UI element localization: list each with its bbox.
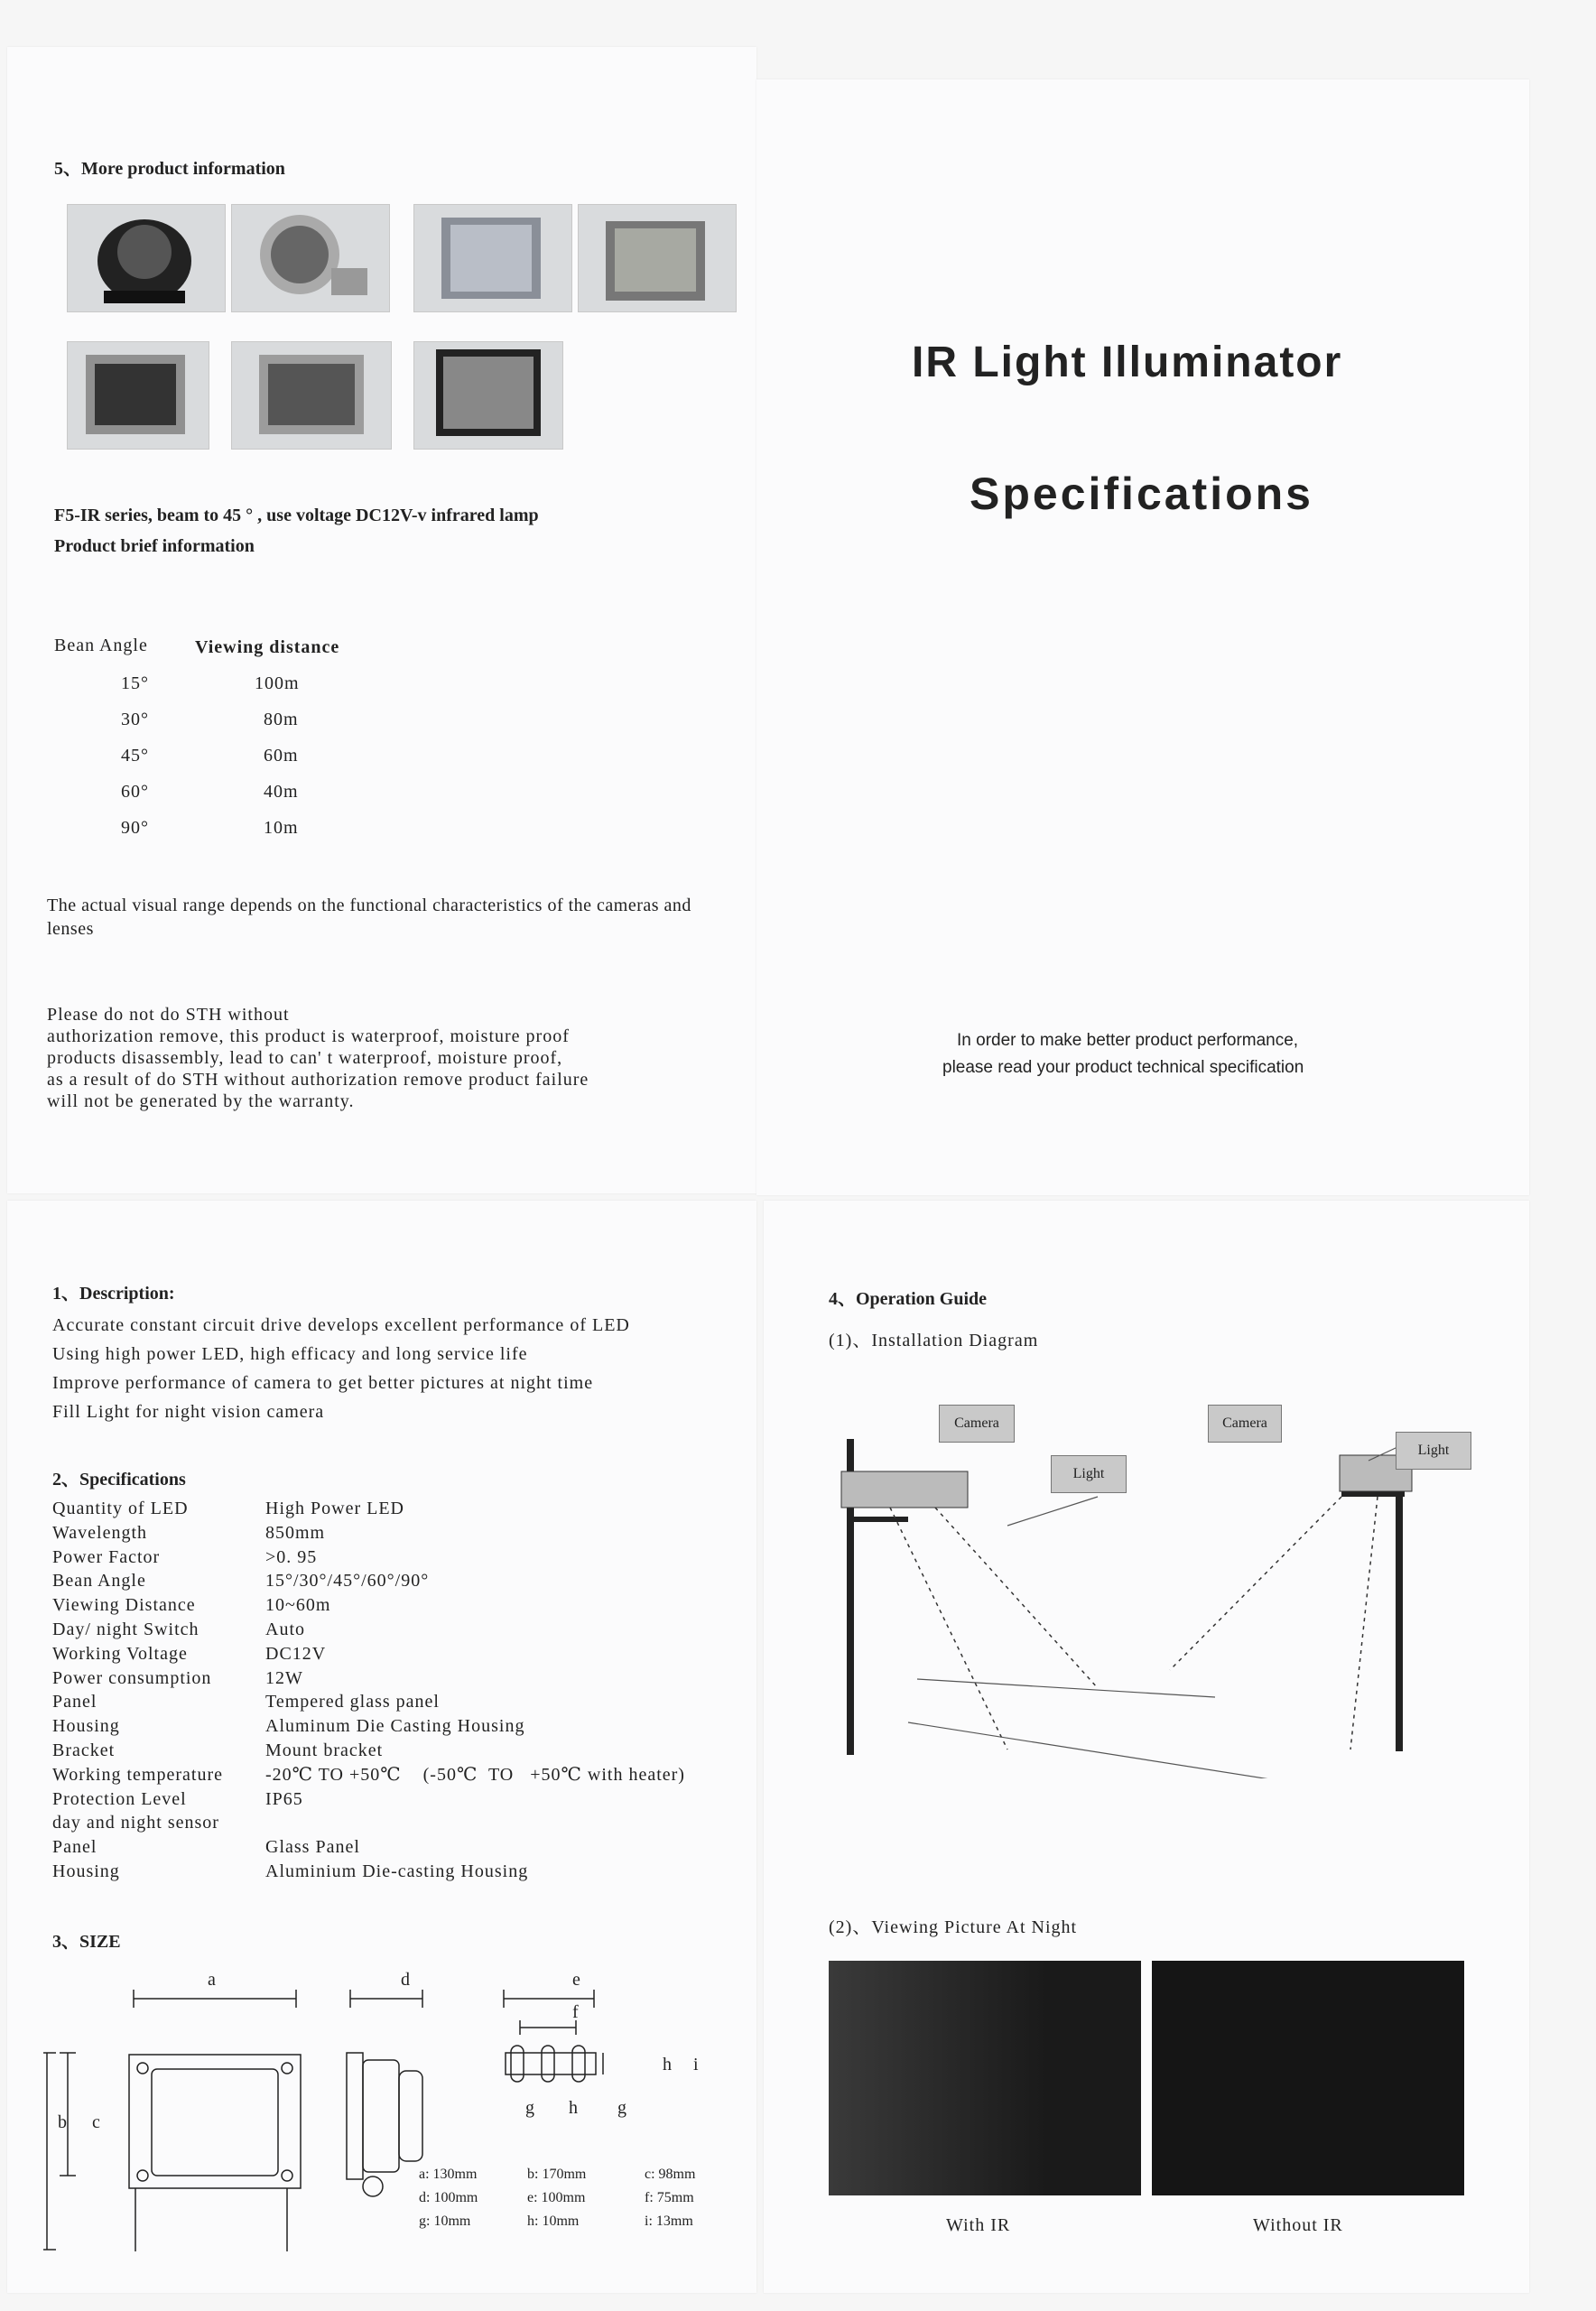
size-label-a: a [208,1970,217,1990]
description-line: Fill Light for night vision camera [52,1402,325,1422]
spec-row: day and night sensor [52,1813,219,1833]
warranty-line: authorization remove, this product is waterproof, moisture proof [47,1026,570,1046]
spec-row: Wavelength 850mm [52,1522,326,1543]
dim-row: g: 10mm h: 10mm i: 13mm [419,2214,693,2229]
callout-light-left: Light [1051,1455,1127,1493]
panel-description-specs [7,1201,756,2293]
operation-heading: 4、Operation Guide [829,1289,988,1309]
without-ir-photo [1152,1961,1464,2195]
side-view-plate [347,2053,363,2179]
specifications-heading: 2、Specifications [52,1470,186,1490]
distance-row: 80m [264,710,299,729]
callout-camera-right: Camera [1208,1405,1282,1443]
description-line: Improve performance of camera to get better pictures at night time [52,1373,594,1393]
spec-row: Panel Glass Panel [52,1837,360,1858]
round-illuminator-icon [232,205,389,311]
angle-row: 15° [121,673,149,693]
panel-more-info [7,47,756,1193]
angle-row: 90° [121,818,149,838]
size-label-h: h [569,2098,579,2118]
panel-operation [764,1201,1529,2293]
front-view-bracket [135,2188,287,2251]
angle-row: 60° [121,782,149,802]
product-photo-square-a [413,204,572,312]
night-heading: (2)、Viewing Picture At Night [829,1917,1078,1937]
square-illuminator-icon [579,205,736,311]
brief-line: Product brief information [54,536,255,556]
callout-light-right: Light [1396,1432,1471,1470]
size-label-g: g [525,2098,535,2118]
spec-row: Working Voltage DC12V [52,1643,327,1664]
mount-knob-icon [363,2176,383,2196]
description-list [52,1311,630,1426]
size-heading: 3、SIZE [52,1932,121,1952]
series-line: F5-IR series, beam to 45 ° , use voltage DC12V-v infrared lamp [54,506,539,525]
range-note: The actual visual range depends on the functional characteristics of the cameras and lenses [47,896,691,939]
warranty-note [47,1004,715,1112]
led-array-icon [232,342,391,449]
spec-row: Bean Angle 15°/30°/45°/60°/90° [52,1571,430,1592]
table-header-angle: Bean Angle [54,636,148,655]
spec-row: Panel Tempered glass panel [52,1692,440,1712]
front-view-body [129,2055,301,2188]
angle-row: 45° [121,746,149,766]
description-line: Using high power LED, high efficacy and long service life [52,1344,528,1364]
spec-row: Quantity of LED High Power LED [52,1499,404,1518]
dim-row: a: 130mm b: 170mm c: 98mm [419,2167,696,2182]
screw-icon [282,2170,292,2181]
warranty-line: products disassembly, lead to can' t waterproof, moisture proof, [47,1048,563,1068]
size-label-i: i [693,2055,700,2074]
spec-row: Viewing Distance 10~60m [52,1595,331,1616]
without-ir-caption: Without IR [1253,2215,1343,2235]
table-header-distance: Viewing distance [195,637,340,657]
screw-icon [282,2063,292,2074]
distance-row: 10m [264,818,299,838]
size-label-d: d [401,1970,411,1990]
cover-note-line2: please read your product technical specification [942,1058,1304,1077]
warranty-line: as a result of do STH without authorization remove product failure [47,1070,589,1090]
product-photo-array-a [67,341,209,450]
install-heading: (1)、Installation Diagram [829,1331,1039,1350]
dim-row: d: 100mm e: 100mm f: 75mm [419,2190,694,2205]
cover-note-line1: In order to make better product performance, [957,1031,1299,1050]
spec-row: Protection Level IP65 [52,1788,303,1809]
spec-row: Power consumption 12W [52,1667,303,1688]
square-illuminator-icon [414,205,571,311]
warranty-line: will not be generated by the warranty. [47,1091,355,1111]
led-array-icon [414,342,562,449]
size-label-g2: g [617,2098,627,2118]
description-heading: 1、Description: [52,1284,175,1304]
angle-row: 30° [121,710,149,729]
screw-icon [137,2170,148,2181]
spec-row: Bracket Mount bracket [52,1740,384,1760]
distance-row: 60m [264,746,299,766]
installation-diagram [800,1399,1486,1778]
product-photo-dome [67,204,226,312]
description-line: Accurate constant circuit drive develops excellent performance of LED [52,1315,630,1335]
led-array-icon [68,342,209,449]
with-ir-caption: With IR [946,2215,1011,2235]
dimension-table [419,2163,735,2233]
size-label-e: e [572,1970,581,1990]
spec-row: Housing Aluminum Die Casting Housing [52,1716,525,1737]
warranty-line: Please do not do STH without [47,1005,290,1025]
with-ir-photo [829,1961,1141,2195]
callout-camera-left: Camera [939,1405,1015,1443]
product-photo-square-b [578,204,737,312]
right-beam [1170,1497,1341,1670]
left-beam [890,1508,1007,1749]
left-camera-light-icon [841,1471,968,1508]
specifications-table [52,1497,738,1884]
spec-row: Housing Aluminium Die-casting Housing [52,1861,529,1881]
product-photo-array-b [231,341,392,450]
dome-camera-icon [68,205,225,311]
bottom-view-bar [506,2053,596,2074]
size-label-f: f [572,2002,580,2022]
product-photo-array-c [413,341,563,450]
screw-icon [137,2063,148,2074]
spec-row: Power Factor >0. 95 [52,1546,318,1567]
cover-subtitle: Specifications [970,469,1313,519]
size-label-b: b [58,2112,68,2132]
panel-cover [756,79,1529,1195]
size-label-c: c [92,2112,101,2132]
product-photo-round [231,204,390,312]
more-info-heading: 5、More product information [54,159,285,179]
distance-row: 100m [255,673,300,693]
distance-row: 40m [264,782,299,802]
spec-row: Day/ night Switch Auto [52,1619,305,1639]
cover-title: IR Light Illuminator [912,339,1343,386]
size-label-h2: h [663,2055,673,2074]
spec-row: Working temperature -20℃ TO +50℃ (-50℃ TO +50℃ with heater) [52,1764,685,1785]
